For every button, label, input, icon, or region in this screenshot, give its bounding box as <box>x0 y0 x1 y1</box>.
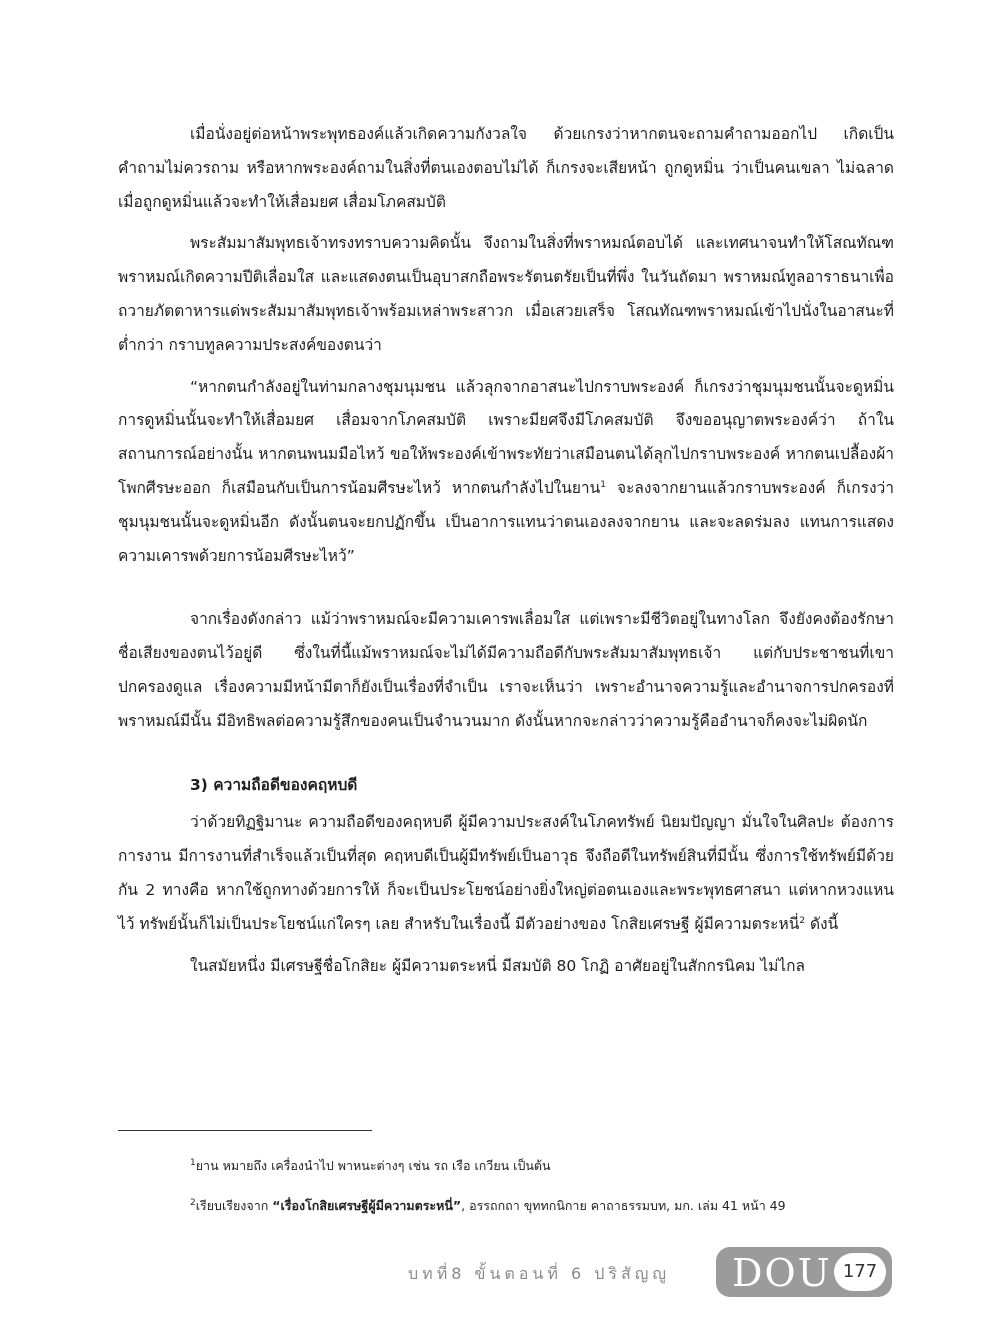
footnote-1-text: ยาน หมายถึง เครื่องนำไป พาหนะต่างๆ เช่น รถ เรือ เกวียน เป็นต้น <box>195 1158 551 1173</box>
dou-logo: DOU <box>732 1251 832 1295</box>
footnote-1-number: 1 <box>190 1157 196 1168</box>
footnote-divider <box>118 1130 372 1131</box>
quote-text-part-2: จะลงจากยานแล้วกราบพระองค์ ก็เกรงว่าชุมนุมชนนั้นจะดูหมิ่นอีก ดังนั้นตนจะยกปฏักขึ้น เป็นอาการแทนว่าตนเองลงจากยาน และจะลดร่มลง แทนการแสดงความเคารพด้วยการน้อมศีรษะไหว้” <box>118 478 894 565</box>
footer-badge <box>716 1247 892 1297</box>
quote-text-part-1: “หากตนกำลังอยู่ในท่ามกลางชุมนุมชน แล้วลุกจากอาสนะไปกราบพระองค์ ก็เกรงว่าชุมนุมชนนั้นจะดูหมิ่น การดูหมิ่นนั้นจะทำให้เสื่อมยศ เสื่อมจากโภคสมบัติ เพราะมียศจึงมีโภคสมบัติ จึงขออนุญาตพระองค์ว่า ถ้าในสถานการณ์อย่างนั้น หากตนพนมมือไหว้ ขอให้พระองค์เข้าพระทัยว่าเสมือนตนได้ลุกไปกราบพระองค์ หากตนเปลื้องผ้าโพกศีรษะออก ก็เสมือนกับเป็นการน้อมศีรษะไหว้ หากตนกำลังไปในยาน <box>118 377 894 497</box>
footnote-2-source: , อรรถกถา ขุททกนิกาย คาถาธรรมบท, มก. เล่ม 41 หน้า 49 <box>461 1198 786 1213</box>
body-text <box>118 118 894 991</box>
section-heading: 3) ความถือดีของคฤหบดี <box>190 775 358 794</box>
paragraph-2: พระสัมมาสัมพุทธเจ้าทรงทราบความคิดนั้น จึงถามในสิ่งที่พราหมณ์ตอบได้ และเทศนาจนทำให้โสณทัณฑพราหมณ์เกิดความปีติเลื่อมใส และแสดงตนเป็นอุบาสกถือพระรัตนตรัยเป็นที่พึ่ง ในวันถัดมา พราหมณ์ทูลอาราธนาเพื่อถวายภัตตาหารแด่พระสัมมาสัมพุทธเจ้าพร้อมเหล่าพระสาวก เมื่อเสวยเสร็จ โสณทัณฑพราหมณ์เข้าไปนั่งในอาสนะที่ต่ำกว่า กราบทูลความประสงค์ของตนว่า <box>118 234 894 354</box>
footnote-2-prefix: เรียบเรียงจาก <box>195 1198 273 1213</box>
paragraph-3: จากเรื่องดังกล่าว แม้ว่าพราหมณ์จะมีความเคารพเลื่อมใส แต่เพราะมีชีวิตอยู่ในทางโลก จึงยังคงต้องรักษาชื่อเสียงของตนไว้อยู่ดี ซึ่งในที่นี้แม้พราหมณ์จะไม่ได้มีความถือดีกับพระสัมมาสัมพุทธเจ้า แต่กับประชาชนที่เขาปกครองดูแล เรื่องความมีหน้ามีตาก็ยังเป็นเรื่องที่จำเป็น เราจะเห็นว่า เพราะอำนาจความรู้และอำนาจการปกครองที่พราหมณ์มีนั้น มีอิทธิพลต่อความรู้สึกของคนเป็นจำนวนมาก ดังนั้นหากจะกล่าวว่าความรู้คืออำนาจก็คงจะไม่ผิดนัก <box>118 610 894 730</box>
quote-paragraph <box>118 371 894 574</box>
paragraph-1: เมื่อนั่งอยู่ต่อหน้าพระพุทธองค์แล้วเกิดความกังวลใจ ด้วยเกรงว่าหากตนจะถามคำถามออกไป เกิดเป็นคำถามไม่ควรถาม หรือหากพระองค์ถามในสิ่งที่ตนเองตอบไม่ได้ ก็เกรงจะเสียหน้า ถูกดูหมิ่น ว่าเป็นคนเขลา ไม่ฉลาด เมื่อถูกดูหมิ่นแล้วจะทำให้เสื่อมยศ เสื่อมโภคสมบัติ <box>118 125 894 211</box>
footnote-1 <box>190 1156 910 1176</box>
footnote-ref-2: 2 <box>799 915 806 926</box>
page-number: 177 <box>834 1253 886 1291</box>
footnote-2-title: “เรื่องโกสิยเศรษฐีผู้มีความตระหนี่” <box>272 1198 462 1213</box>
footer-chapter-title: บทที่8 ขั้นตอนที่ 6 ปริสัญญู <box>408 1264 671 1283</box>
footnote-2 <box>190 1196 910 1216</box>
footnote-ref-1: 1 <box>600 479 606 490</box>
paragraph-5: ในสมัยหนึ่ง มีเศรษฐีชื่อโกสิยะ ผู้มีความตระหนี่ มีสมบัติ 80 โกฏิ อาศัยอยู่ในสักกรนิคม ไม่ไกล <box>190 956 806 975</box>
paragraph-4-tail: ดังนี้ <box>805 914 839 933</box>
paragraph-4-text: ว่าด้วยทิฏฐิมานะ ความถือดีของคฤหบดี ผู้มีความประสงค์ในโภคทรัพย์ นิยมปัญญา มั่นใจในศิลปะ ต้องการการงาน มีการงานที่สำเร็จแล้วเป็นที่สุด คฤหบดีเป็นผู้มีทรัพย์เป็นอาวุธ จึงถือดีในทรัพย์สินที่มีนั้น ซึ่งการใช้ทรัพย์มีด้วยกัน 2 ทางคือ หากใช้ถูกทางด้วยการให้ ก็จะเป็นประโยชน์อย่างยิ่งใหญ่ต่อตนเองและพระพุทธศาสนา แต่หากหวงแหนไว้ ทรัพย์นั้นก็ไม่เป็นประโยชน์แก่ใครๆ เลย สำหรับในเรื่องนี้ มีตัวอย่างของ โกสิยเศรษฐี ผู้มีความตระหนี่ <box>118 813 894 933</box>
footnote-2-number: 2 <box>190 1197 196 1208</box>
paragraph-4 <box>118 806 894 941</box>
